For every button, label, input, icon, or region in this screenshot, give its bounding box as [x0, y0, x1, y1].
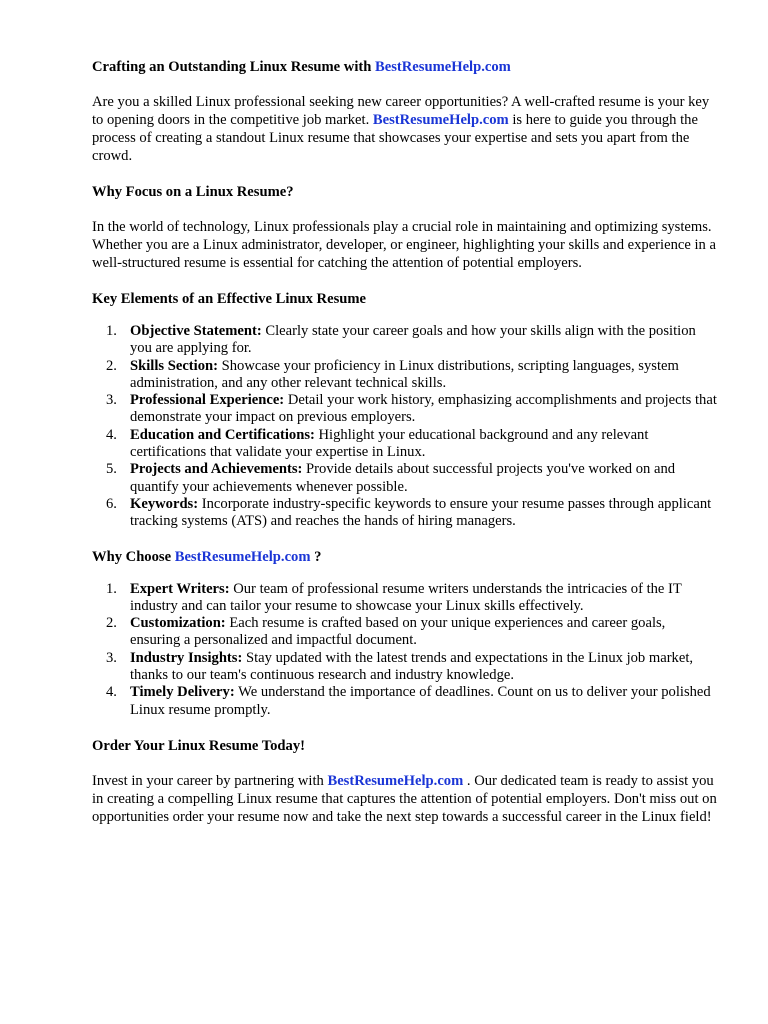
- intro-paragraph: [92, 93, 718, 165]
- intro-link[interactable]: BestResumeHelp.com: [372, 112, 509, 128]
- list-item: 2. Customization: Each resume is crafted based on your unique experiences and career goals, ensuring a personalized and impactful document.: [106, 615, 666, 649]
- why-choose-list: [92, 581, 718, 719]
- list-item: 5. Projects and Achievements: Provide details about successful projects you've worked on and quantify your achievements whenever possible.: [106, 461, 676, 495]
- list-item: 4. Education and Certifications: Highlight your educational background and any relevant certifications that validate your expertise in Linux.: [106, 426, 649, 461]
- title-link[interactable]: BestResumeHelp.com: [375, 59, 511, 75]
- list-item: 3. Industry Insights: Stay updated with the latest trends and expectations in the Linux job market, thanks to our team's continuous research and industry knowledge.: [106, 649, 694, 684]
- list-item: 4. Timely Delivery: We understand the importance of deadlines. Count on us to deliver your polished Linux resume promptly.: [106, 684, 711, 718]
- why-choose-heading: [92, 548, 718, 566]
- key-elements-heading: Key Elements of an Effective Linux Resume: [92, 291, 367, 307]
- key-elements-list: [92, 323, 718, 531]
- title-text: Crafting an Outstanding Linux Resume with: [92, 59, 372, 75]
- list-item: 1. Expert Writers: Our team of professional resume writers understands the intricacies of the IT industry and can tailor your resume to showcase your Linux skills effectively.: [106, 580, 682, 614]
- order-paragraph: [92, 772, 718, 826]
- order-text-1: Invest in your career by partnering with: [92, 772, 324, 789]
- order-text-2: . Our dedicated team is ready to assist you in creating a compelling Linux resume that captures the attention of potential employers. Don't miss out on opportunities order your resume now and take the next step towards a successful career in the Linux field!: [92, 772, 717, 825]
- list-item: 6. Keywords: Incorporate industry-specific keywords to ensure your resume passes through applicant tracking systems (ATS) and reaches the hands of hiring managers.: [106, 495, 712, 530]
- why-focus-paragraph: In the world of technology, Linux professionals play a crucial role in maintaining and optimizing systems. Whether you are a Linux administrator, developer, or engineer, highlighting your skills and experience in a well-structured resume is essential for catching the attention of potential employers.: [92, 219, 716, 271]
- list-item: 2. Skills Section: Showcase your proficiency in Linux distributions, scripting languages, system administration, and any other relevant technical skills.: [106, 357, 679, 391]
- order-link[interactable]: BestResumeHelp.com: [327, 772, 464, 789]
- why-choose-prefix: Why Choose: [92, 548, 172, 565]
- why-choose-suffix: ?: [314, 548, 322, 565]
- why-choose-link[interactable]: BestResumeHelp.com: [174, 548, 311, 565]
- list-item: 3. Professional Experience: Detail your work history, emphasizing accomplishments and projects that demonstrate your impact on previous employers.: [106, 392, 717, 426]
- why-focus-heading: Why Focus on a Linux Resume?: [92, 184, 294, 200]
- intro-text-2: is here to guide you through the process of creating a standout Linux resume that showcases your expertise and sets you apart from the crowd.: [92, 112, 698, 164]
- list-item: 1. Objective Statement: Clearly state your career goals and how your skills align with the position you are applying for.: [106, 323, 696, 357]
- document-title: [92, 58, 718, 76]
- order-heading: Order Your Linux Resume Today!: [92, 737, 305, 754]
- intro-text-1: Are you a skilled Linux professional seeking new career opportunities? A well-crafted resume is your key to opening doors in the competitive job market.: [92, 94, 710, 128]
